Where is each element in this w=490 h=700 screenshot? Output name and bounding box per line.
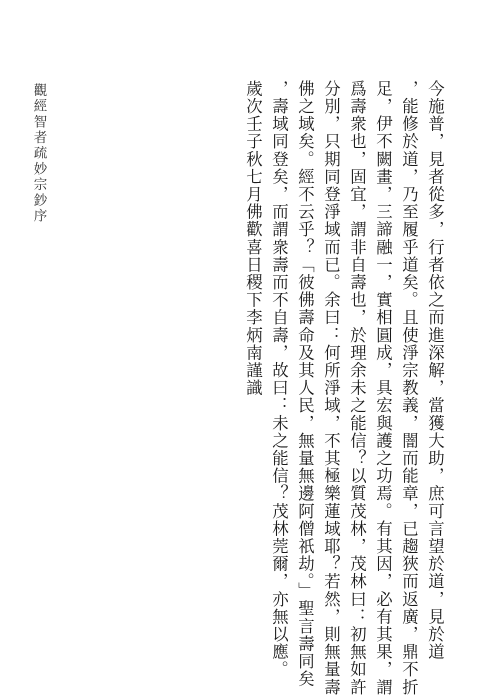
- text-column-1: 今施普，見者從多，行者依之而進深解，當獲大助，庶可言望於道，見於道: [425, 80, 445, 661]
- text-column-2: ，能修於道，乃至履乎道矣。且使淨宗教義，闇而能章，已趨狹而返廣，鼎不折: [399, 80, 419, 696]
- text-column-6: 佛之域矣。經不云乎？「彼佛壽命及其人民，無量無邊阿僧祇劫。」聖言壽同矣: [295, 80, 315, 688]
- running-head: 觀經智者疏妙宗鈔序: [30, 83, 47, 225]
- text-column-5: 分別，只期同登淨域而已。余曰：何所淨域，不其極樂蓮域耶？若然，則無量壽: [321, 80, 341, 696]
- text-column-7: ，壽域同登矣，而謂衆壽而不自壽，故曰：未之能信？茂林莞爾，亦無以應。: [269, 80, 289, 679]
- text-column-4: 爲壽衆也，固宜，謂非自壽也，於理余未之能信？以質茂林，茂林曰：初無如許: [347, 80, 367, 696]
- text-column-3: 足，伊不闕畫，三諦融一，實相圓成，具宏與護之功焉。有其因，必有其果，謂: [373, 80, 393, 696]
- signature-line: 歲次壬子秋七月佛歡喜日稷下李炳南謹識: [243, 80, 263, 397]
